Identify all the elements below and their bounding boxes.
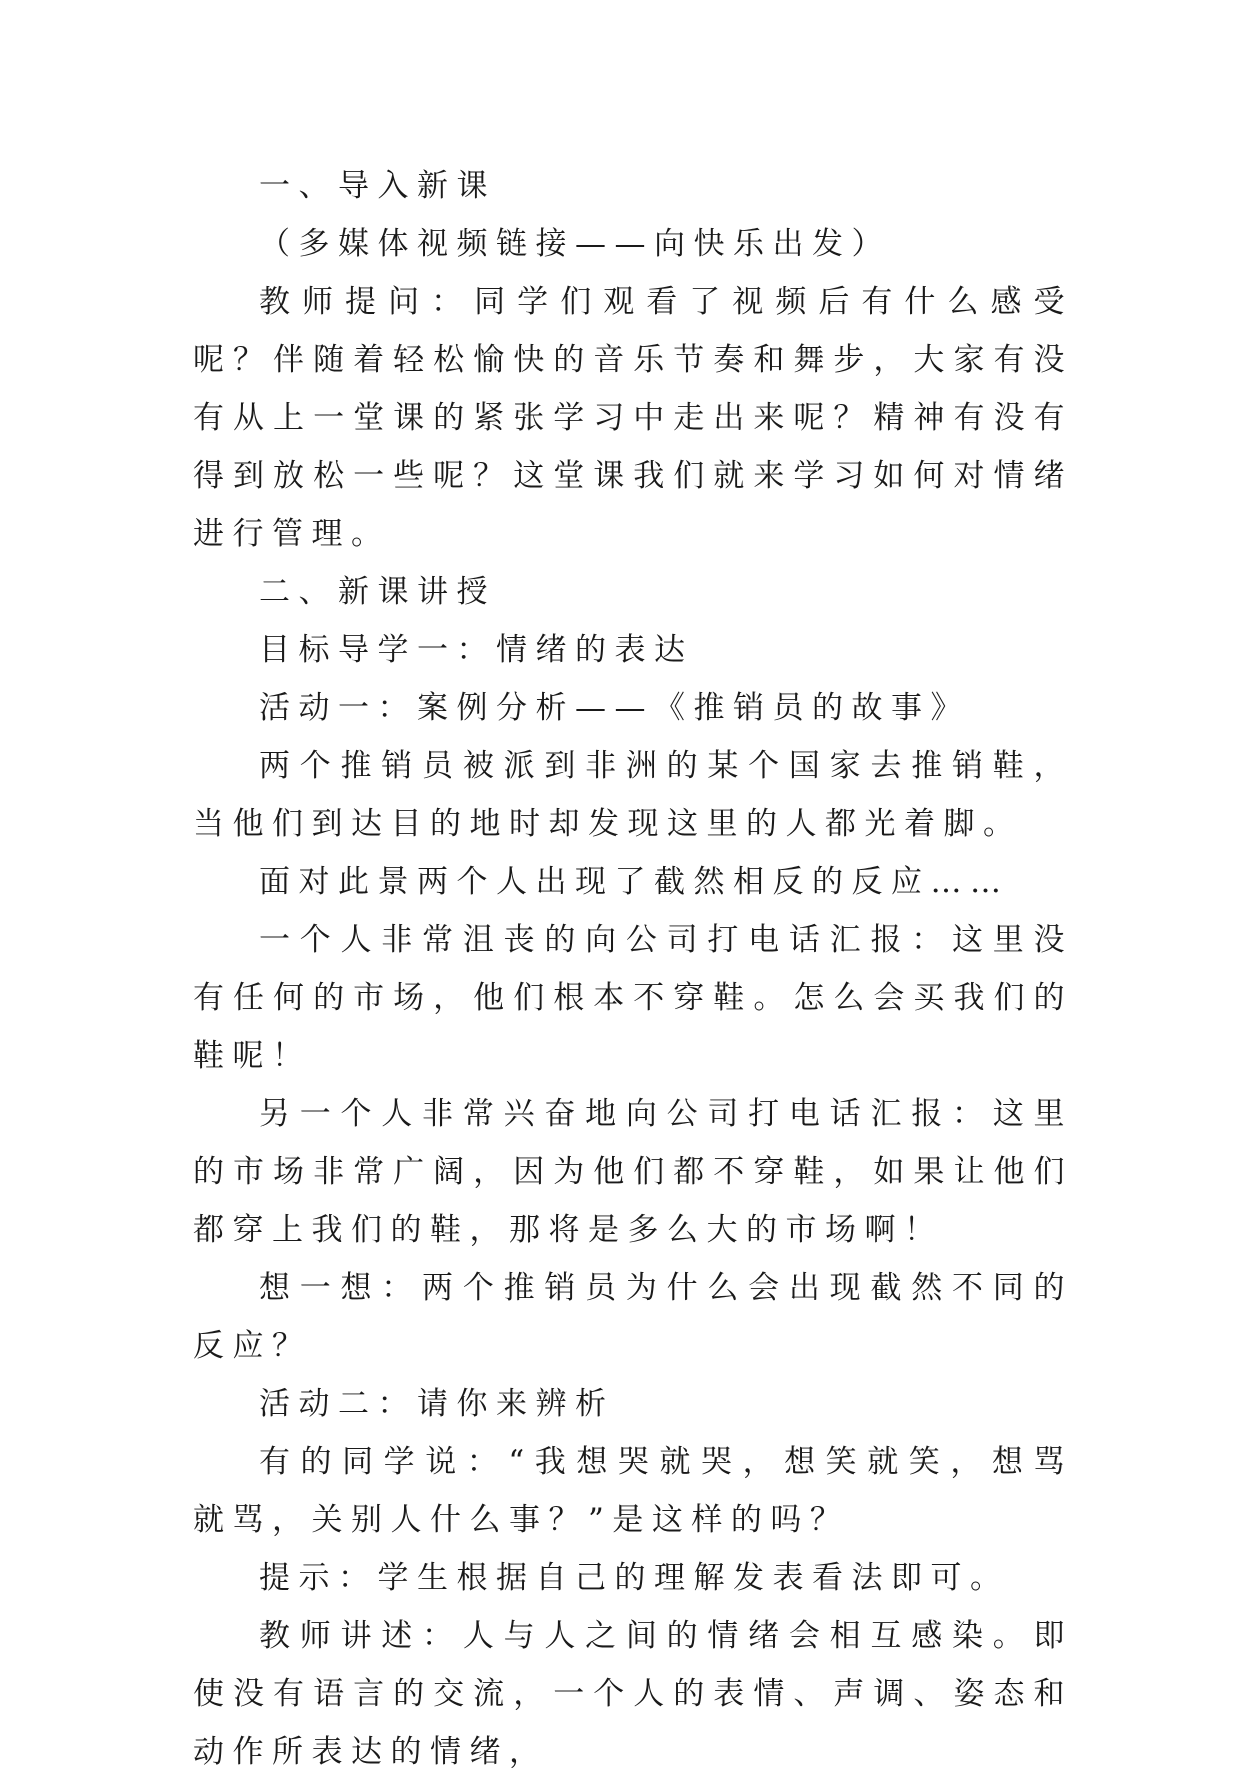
section-heading-new-lesson: 二、新课讲授	[259, 574, 496, 610]
media-note: （多媒体视频链接——向快乐出发）	[259, 226, 891, 262]
paragraph-teacher-explanation: 教师讲述：人与人之间的情绪会相互感染。即使没有语言的交流，一个人的表情、声调、姿态和动作所表达的情绪，	[193, 1618, 1073, 1770]
paragraph-think-question: 想一想：两个推销员为什么会出现截然不同的反应？	[193, 1270, 1073, 1364]
paragraph-second-salesman: 另一个人非常兴奋地向公司打电话汇报：这里的市场非常广阔，因为他们都不穿鞋，如果让他们都穿上我们的鞋，那将是多么大的市场啊！	[193, 1096, 1073, 1248]
paragraph-first-salesman: 一个人非常沮丧的向公司打电话汇报：这里没有任何的市场，他们根本不穿鞋。怎么会买我们的鞋呢！	[193, 922, 1073, 1074]
subheading-activity-two: 活动二：请你来辨析	[259, 1386, 615, 1422]
body-text	[193, 157, 1073, 1781]
paragraph-student-quote: 有的同学说：“我想哭就哭，想笑就笑，想骂就骂，关别人什么事？”是这样的吗？	[193, 1444, 1073, 1538]
paragraph-story-reaction: 面对此景两个人出现了截然相反的反应……	[259, 864, 1010, 900]
subheading-activity-one: 活动一：案例分析——《推销员的故事》	[259, 690, 970, 726]
subheading-goal-one: 目标导学一：情绪的表达	[259, 632, 694, 668]
paragraph-teacher-question: 教师提问：同学们观看了视频后有什么感受呢？伴随着轻松愉快的音乐节奏和舞步，大家有没有从上一堂课的紧张学习中走出来呢？精神有没有得到放松一些呢？这堂课我们就来学习如何对情绪进行管理。	[193, 284, 1073, 552]
section-heading-intro: 一、导入新课	[259, 168, 496, 204]
paragraph-hint: 提示：学生根据自己的理解发表看法即可。	[259, 1560, 1010, 1596]
paragraph-story-setup: 两个推销员被派到非洲的某个国家去推销鞋，当他们到达目的地时却发现这里的人都光着脚。	[193, 748, 1073, 842]
